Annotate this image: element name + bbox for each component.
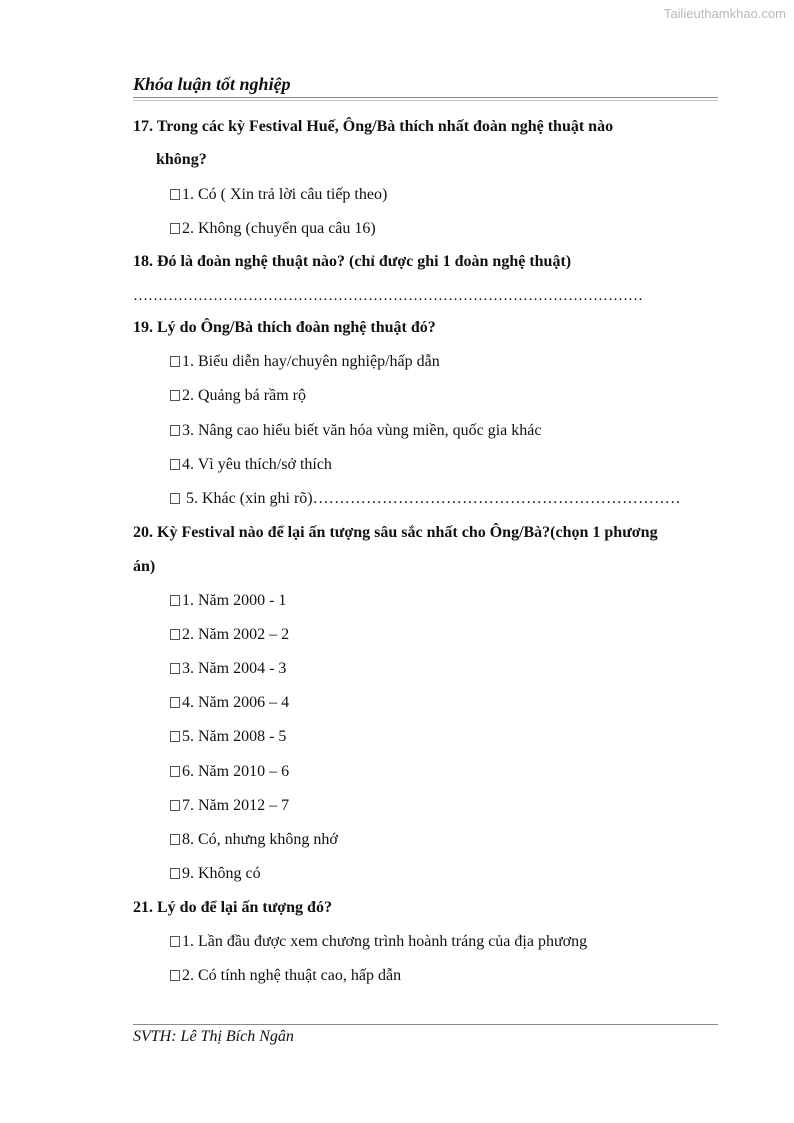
checkbox-icon[interactable]	[170, 189, 180, 200]
option-19-1[interactable]: 1. Biểu diễn hay/chuyên nghiệp/hấp dẫn	[170, 352, 440, 372]
header-title: Khóa luận tốt nghiệp	[133, 74, 291, 94]
option-20-2[interactable]: 2. Năm 2002 – 2	[170, 625, 289, 645]
option-21-1[interactable]: 1. Lần đầu được xem chương trình hoành tráng của địa phương	[170, 932, 587, 952]
question-18: 18. Đó là đoàn nghệ thuật nào? (chỉ được ghi 1 đoàn nghệ thuật)	[133, 253, 572, 270]
option-19-4[interactable]: 4. Vì yêu thích/sở thích	[170, 455, 332, 475]
checkbox-icon[interactable]	[170, 356, 180, 367]
option-20-3[interactable]: 3. Năm 2004 - 3	[170, 659, 286, 679]
checkbox-icon[interactable]	[170, 697, 180, 708]
answer-blank-18[interactable]: …………………………………………………………………………………………	[133, 288, 643, 304]
option-20-1[interactable]: 1. Năm 2000 - 1	[170, 591, 286, 611]
option-17-2[interactable]: 2. Không (chuyển qua câu 16)	[170, 219, 376, 239]
question-17-continued: không?	[156, 151, 207, 168]
option-20-8[interactable]: 8. Có, nhưng không nhớ	[170, 830, 338, 850]
option-20-5[interactable]: 5. Năm 2008 - 5	[170, 727, 286, 747]
checkbox-icon[interactable]	[170, 595, 180, 606]
checkbox-icon[interactable]	[170, 223, 180, 234]
question-20: 20. Kỳ Festival nào để lại ấn tượng sâu sắc nhất cho Ông/Bà?(chọn 1 phương	[133, 524, 658, 541]
question-20-continued: án)	[133, 558, 156, 575]
checkbox-icon[interactable]	[170, 766, 180, 777]
checkbox-icon[interactable]	[170, 390, 180, 401]
option-21-2[interactable]: 2. Có tính nghệ thuật cao, hấp dẫn	[170, 966, 401, 986]
option-19-3[interactable]: 3. Nâng cao hiểu biết văn hóa vùng miền, quốc gia khác	[170, 421, 541, 441]
header-rule	[133, 97, 718, 98]
question-21: 21. Lý do để lại ấn tượng đó?	[133, 899, 332, 916]
option-17-1[interactable]: 1. Có ( Xin trả lời câu tiếp theo)	[170, 185, 387, 205]
question-17: 17. Trong các kỳ Festival Huế, Ông/Bà thích nhất đoàn nghệ thuật nào	[133, 118, 614, 135]
watermark: Tailieuthamkhao.com	[663, 6, 786, 21]
checkbox-icon[interactable]	[170, 731, 180, 742]
checkbox-icon[interactable]	[170, 459, 180, 470]
option-20-6[interactable]: 6. Năm 2010 – 6	[170, 762, 289, 782]
option-19-5[interactable]: 5. Khác (xin ghi rõ)……………………………………………………………	[170, 489, 681, 509]
checkbox-icon[interactable]	[170, 800, 180, 811]
header-rule-thin	[133, 100, 718, 101]
checkbox-icon[interactable]	[170, 868, 180, 879]
option-19-2[interactable]: 2. Quảng bá rầm rộ	[170, 386, 306, 406]
checkbox-icon[interactable]	[170, 425, 180, 436]
checkbox-icon[interactable]	[170, 936, 180, 947]
checkbox-icon[interactable]	[170, 493, 180, 504]
checkbox-icon[interactable]	[170, 834, 180, 845]
checkbox-icon[interactable]	[170, 629, 180, 640]
footer-text: SVTH: Lê Thị Bích Ngân	[133, 1028, 294, 1045]
question-19: 19. Lý do Ông/Bà thích đoàn nghệ thuật đó?	[133, 319, 436, 336]
checkbox-icon[interactable]	[170, 663, 180, 674]
footer-rule	[133, 1024, 718, 1025]
option-20-4[interactable]: 4. Năm 2006 – 4	[170, 693, 289, 713]
checkbox-icon[interactable]	[170, 970, 180, 981]
option-20-7[interactable]: 7. Năm 2012 – 7	[170, 796, 289, 816]
option-20-9[interactable]: 9. Không có	[170, 864, 261, 884]
